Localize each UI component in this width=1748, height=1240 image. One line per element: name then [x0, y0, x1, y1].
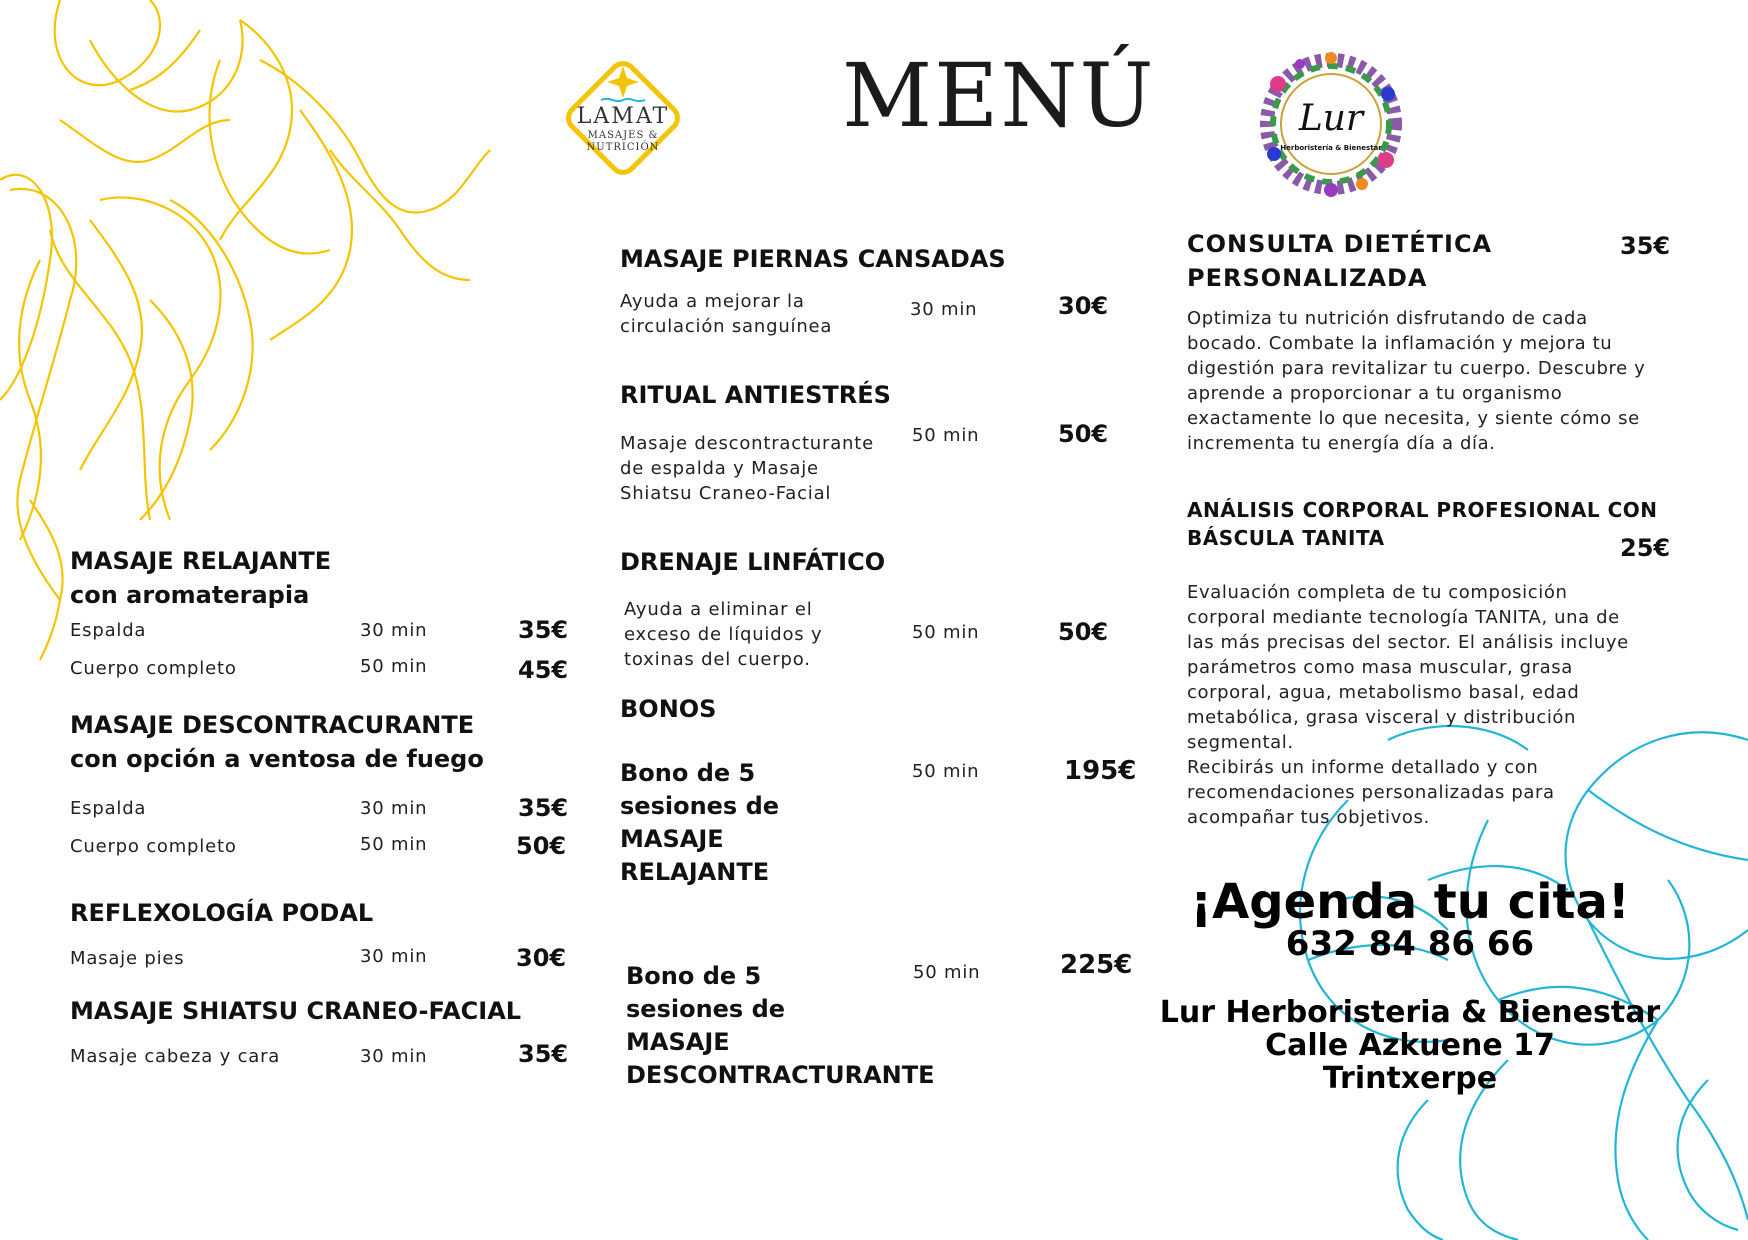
description-line: Evaluación completa de tu composición	[1187, 582, 1568, 603]
item-label: Espalda	[70, 798, 147, 819]
lur-logo-tagline: Herboristería & Bienestar	[1280, 144, 1382, 152]
description-line: de espalda y Masaje	[620, 458, 819, 479]
description-line: incrementa tu energía día a día.	[1187, 433, 1496, 454]
lamat-logo	[553, 48, 693, 188]
section-title	[1187, 496, 1658, 552]
item-duration: 50 min	[912, 622, 980, 643]
item-duration: 50 min	[912, 425, 980, 446]
item-price: 50€	[516, 832, 567, 860]
title-line: BÁSCULA TANITA	[1187, 526, 1385, 550]
description-line: Optimiza tu nutrición disfrutando de cada	[1187, 308, 1588, 329]
section-title: MASAJE RELAJANTE	[70, 547, 332, 575]
item-description	[620, 431, 900, 506]
description-line: exceso de líquidos y	[624, 624, 823, 645]
section-title: MASAJE DESCONTRACURANTE	[70, 711, 475, 739]
item-price: 35€	[518, 794, 569, 822]
item-label: Espalda	[70, 620, 147, 641]
section-subtitle: con opción a ventosa de fuego	[70, 745, 484, 773]
item-duration: 30 min	[360, 1046, 428, 1067]
item-price: 50€	[1058, 420, 1109, 448]
item-duration: 50 min	[913, 962, 981, 983]
description-line: bocado. Combate la inflamación y mejora tu	[1187, 333, 1613, 354]
service-description	[1187, 580, 1687, 830]
description-line: Ayuda a mejorar la	[620, 291, 805, 312]
description-line: las más precisas del sector. El análisis incluye	[1187, 632, 1629, 653]
lur-logo-name: Lur	[1298, 98, 1364, 139]
item-price: 225€	[1060, 950, 1133, 980]
bono-line: RELAJANTE	[620, 858, 770, 886]
description-line: Masaje descontracturante	[620, 433, 874, 454]
bono-line: DESCONTRACTURANTE	[626, 1061, 935, 1089]
lamat-logo-name: LAMAT	[576, 104, 670, 129]
description-line: segmental.	[1187, 732, 1294, 753]
description-line: corporal, agua, metabolismo basal, edad	[1187, 682, 1580, 703]
bonos-title: BONOS	[620, 695, 717, 723]
page-title: MENÚ	[842, 44, 1156, 147]
bono-line: sesiones de	[626, 995, 786, 1023]
lamat-logo-line3: NUTRICIÓN	[586, 142, 660, 153]
title-line: CONSULTA DIETÉTICA	[1187, 230, 1493, 258]
bono-name	[620, 757, 779, 889]
item-label: Masaje cabeza y cara	[70, 1046, 281, 1067]
item-price: 50€	[1058, 618, 1109, 646]
item-duration: 30 min	[360, 620, 428, 641]
title-line: PERSONALIZADA	[1187, 264, 1428, 292]
bono-line: Bono de 5	[620, 759, 756, 787]
item-price: 195€	[1064, 756, 1137, 786]
item-price: 30€	[1058, 292, 1109, 320]
bono-line: MASAJE	[626, 1028, 730, 1056]
item-duration: 30 min	[360, 798, 428, 819]
description-line: metabólica, grasa visceral y distribución	[1187, 707, 1577, 728]
section-title: RITUAL ANTIESTRÉS	[620, 381, 891, 409]
item-description	[624, 597, 884, 672]
title-line: ANÁLISIS CORPORAL PROFESIONAL CON	[1187, 498, 1658, 522]
item-duration: 50 min	[912, 761, 980, 782]
lamat-logo-line2: MASAJES &	[587, 130, 659, 141]
description-line: corporal mediante tecnología TANITA, una de	[1187, 607, 1620, 628]
item-price: 35€	[518, 616, 569, 644]
item-price: 35€	[1620, 232, 1671, 260]
description-line: Ayuda a eliminar el	[624, 599, 813, 620]
item-duration: 30 min	[360, 946, 428, 967]
bono-line: Bono de 5	[626, 962, 762, 990]
item-price: 25€	[1620, 534, 1671, 562]
item-duration: 50 min	[360, 656, 428, 677]
item-duration: 50 min	[360, 834, 428, 855]
service-description	[1187, 306, 1687, 456]
item-price: 35€	[518, 1040, 569, 1068]
section-subtitle: con aromaterapia	[70, 581, 310, 609]
address-block	[1130, 996, 1690, 1095]
description-line: acompañar tus objetivos.	[1187, 807, 1430, 828]
address-line: Calle Azkuene 17	[1265, 1028, 1555, 1063]
bono-line: MASAJE	[620, 825, 724, 853]
lur-logo	[1248, 44, 1414, 204]
address-line: Lur Herboristeria & Bienestar	[1159, 995, 1661, 1030]
call-to-action: ¡Agenda tu cita!	[1190, 874, 1630, 930]
description-line: recomendaciones personalizadas para	[1187, 782, 1555, 803]
section-title: MASAJE PIERNAS CANSADAS	[620, 245, 1006, 273]
description-line: aprende a proporcionar a tu organismo	[1187, 383, 1563, 404]
section-title: DRENAJE LINFÁTICO	[620, 548, 886, 576]
description-line: digestión para revitalizar tu cuerpo. Descubre y	[1187, 358, 1646, 379]
bono-name	[626, 960, 935, 1092]
item-price: 45€	[518, 656, 569, 684]
item-description	[620, 289, 880, 339]
description-line: exactamente lo que necesita, y siente cómo se	[1187, 408, 1640, 429]
item-duration: 30 min	[910, 299, 978, 320]
description-line: toxinas del cuerpo.	[624, 649, 811, 670]
section-title: REFLEXOLOGÍA PODAL	[70, 899, 374, 927]
item-price: 30€	[516, 944, 567, 972]
description-line: parámetros como masa muscular, grasa	[1187, 657, 1573, 678]
item-label: Masaje pies	[70, 948, 185, 969]
description-line: Shiatsu Craneo-Facial	[620, 483, 832, 504]
item-label: Cuerpo completo	[70, 658, 237, 679]
address-line: Trintxerpe	[1322, 1061, 1498, 1096]
bono-line: sesiones de	[620, 792, 780, 820]
section-title: MASAJE SHIATSU CRANEO-FACIAL	[70, 997, 522, 1025]
section-title	[1187, 227, 1492, 295]
description-line: circulación sanguínea	[620, 316, 833, 337]
phone-number[interactable]: 632 84 86 66	[1285, 924, 1535, 964]
description-line: Recibirás un informe detallado y con	[1187, 757, 1539, 778]
item-label: Cuerpo completo	[70, 836, 237, 857]
